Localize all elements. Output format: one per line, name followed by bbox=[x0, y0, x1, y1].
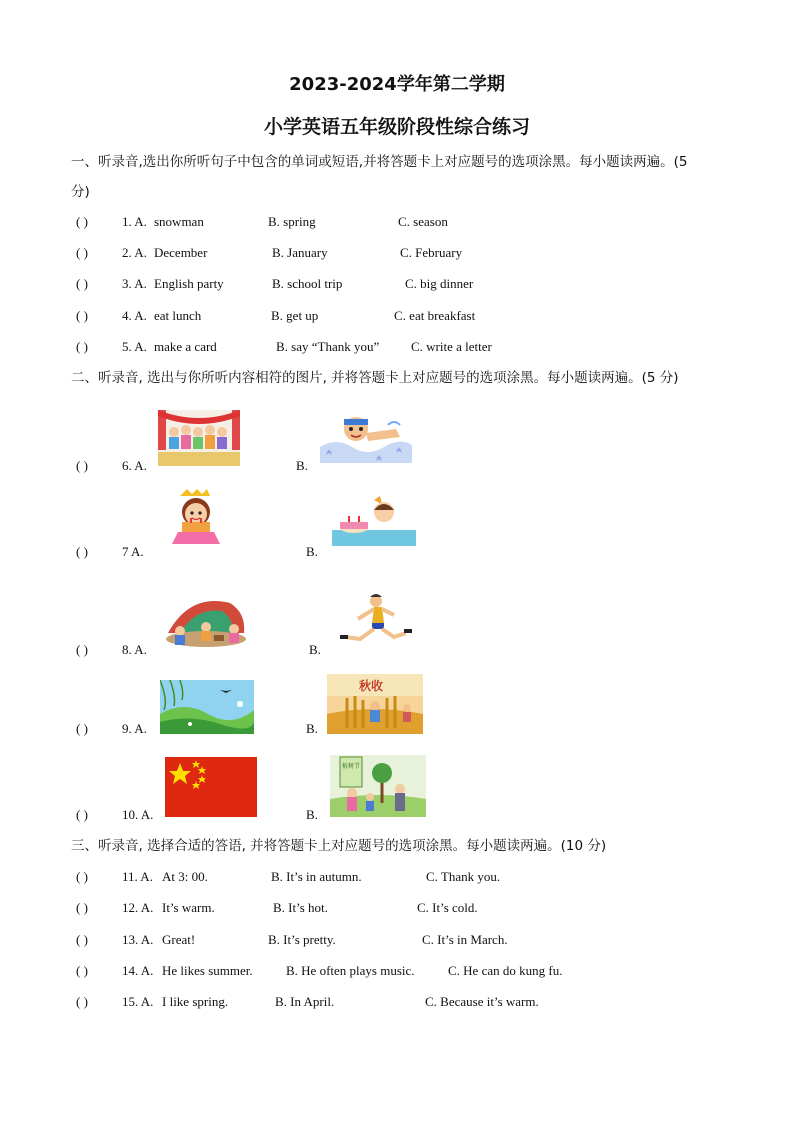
option-b: B. bbox=[306, 544, 318, 559]
picture-9b-autumn-harvest[interactable] bbox=[327, 674, 423, 734]
question-number: 12. A. bbox=[122, 900, 154, 915]
picture-8b-running-man[interactable] bbox=[336, 593, 416, 651]
option-c: C. Because it’s warm. bbox=[425, 994, 539, 1009]
option-b: B. It’s hot. bbox=[273, 900, 328, 915]
option-c: C. big dinner bbox=[405, 276, 474, 291]
answer-blank[interactable]: ( ) bbox=[76, 994, 88, 1009]
answer-blank[interactable]: ( ) bbox=[76, 642, 88, 657]
option-c: C. eat breakfast bbox=[394, 308, 476, 323]
option-a: eat lunch bbox=[154, 308, 202, 323]
option-b: B. It’s pretty. bbox=[268, 932, 336, 947]
answer-blank[interactable]: ( ) bbox=[76, 458, 88, 473]
option-a: Great! bbox=[162, 932, 196, 947]
answer-blank[interactable]: ( ) bbox=[76, 900, 88, 915]
option-c: C. He can do kung fu. bbox=[448, 963, 563, 978]
question-number: 3. A. bbox=[122, 276, 147, 291]
answer-blank[interactable]: ( ) bbox=[76, 308, 88, 323]
question-number: 5. A. bbox=[122, 339, 147, 354]
option-c: C. It’s cold. bbox=[417, 900, 478, 915]
question-number: 14. A. bbox=[122, 963, 154, 978]
option-c: C. season bbox=[398, 214, 448, 229]
page-title: 2023-2024学年第二学期 bbox=[289, 74, 505, 95]
option-b: B. It’s in autumn. bbox=[271, 869, 362, 884]
picture-7b-birthday-cake[interactable] bbox=[328, 496, 420, 550]
option-a: make a card bbox=[154, 339, 217, 354]
option-c: C. It’s in March. bbox=[422, 932, 508, 947]
option-a: He likes summer. bbox=[162, 963, 253, 978]
picture-9a-spring-landscape[interactable] bbox=[160, 680, 254, 734]
answer-blank[interactable]: ( ) bbox=[76, 721, 88, 736]
question-number: 15. A. bbox=[122, 994, 154, 1009]
option-b: B. spring bbox=[268, 214, 316, 229]
autumn-sign-text: 秋收 bbox=[359, 679, 384, 693]
picture-10a-china-flag[interactable] bbox=[165, 757, 257, 817]
question-number: 2. A. bbox=[122, 245, 147, 260]
option-a: English party bbox=[154, 276, 224, 291]
question-number: 8. A. bbox=[122, 642, 147, 657]
picture-10b-tree-planting[interactable] bbox=[330, 755, 426, 817]
section1-instruction-line2: 分) bbox=[71, 184, 90, 200]
question-number: 7 A. bbox=[122, 544, 144, 559]
question-number: 11. A. bbox=[122, 869, 153, 884]
picture-6b-swimming-boy[interactable] bbox=[316, 407, 414, 469]
answer-blank[interactable]: ( ) bbox=[76, 932, 88, 947]
option-b: B. In April. bbox=[275, 994, 335, 1009]
page-subtitle: 小学英语五年级阶段性综合练习 bbox=[263, 116, 530, 138]
section2-instruction: 二、听录音, 选出与你所听内容相符的图片, 并将答题卡上对应题号的选项涂黑。每小题读两遍。(5 分) bbox=[71, 370, 679, 386]
section3-instruction: 三、听录音, 选择合适的答语, 并将答题卡上对应题号的选项涂黑。每小题读两遍。(10 分) bbox=[71, 838, 607, 854]
option-b: B. get up bbox=[271, 308, 319, 323]
option-b: B. January bbox=[272, 245, 328, 260]
question-number: 4. A. bbox=[122, 308, 147, 323]
question-number: 9. A. bbox=[122, 721, 147, 736]
option-b: B. He often plays music. bbox=[286, 963, 415, 978]
answer-blank[interactable]: ( ) bbox=[76, 245, 88, 260]
option-a: December bbox=[154, 245, 208, 260]
question-number: 13. A. bbox=[122, 932, 154, 947]
option-c: C. write a letter bbox=[411, 339, 492, 354]
option-b: B. say “Thank you” bbox=[276, 339, 380, 354]
option-a: I like spring. bbox=[162, 994, 229, 1009]
option-c: C. Thank you. bbox=[426, 869, 501, 884]
answer-blank[interactable]: ( ) bbox=[76, 963, 88, 978]
picture-7a-birthday-girl[interactable] bbox=[160, 488, 232, 550]
answer-blank[interactable]: ( ) bbox=[76, 807, 88, 822]
answer-blank[interactable]: ( ) bbox=[76, 869, 88, 884]
answer-blank[interactable]: ( ) bbox=[76, 339, 88, 354]
option-b: B. bbox=[306, 721, 318, 736]
option-a: At 3: 00. bbox=[162, 869, 208, 884]
answer-blank[interactable]: ( ) bbox=[76, 544, 88, 559]
answer-blank[interactable]: ( ) bbox=[76, 214, 88, 229]
option-b: B. bbox=[306, 807, 318, 822]
question-number: 1. A. bbox=[122, 214, 147, 229]
option-b: B. bbox=[309, 642, 321, 657]
picture-8a-picnic[interactable] bbox=[160, 593, 252, 651]
tree-sign-text: 植树节 bbox=[342, 763, 361, 770]
answer-blank[interactable]: ( ) bbox=[76, 276, 88, 291]
question-number: 10. A. bbox=[122, 807, 154, 822]
section1-instruction bbox=[71, 147, 731, 207]
picture-6a-singing-group[interactable] bbox=[158, 410, 240, 466]
option-b: B. school trip bbox=[272, 276, 343, 291]
option-c: C. February bbox=[400, 245, 463, 260]
option-b: B. bbox=[296, 458, 308, 473]
option-a: snowman bbox=[154, 214, 204, 229]
question-number: 6. A. bbox=[122, 458, 147, 473]
option-a: It’s warm. bbox=[162, 900, 215, 915]
section1-instruction-line1: 一、听录音,选出你所听句子中包含的单词或短语,并将答题卡上对应题号的选项涂黑。每小题读两遍。(5 bbox=[71, 154, 688, 170]
